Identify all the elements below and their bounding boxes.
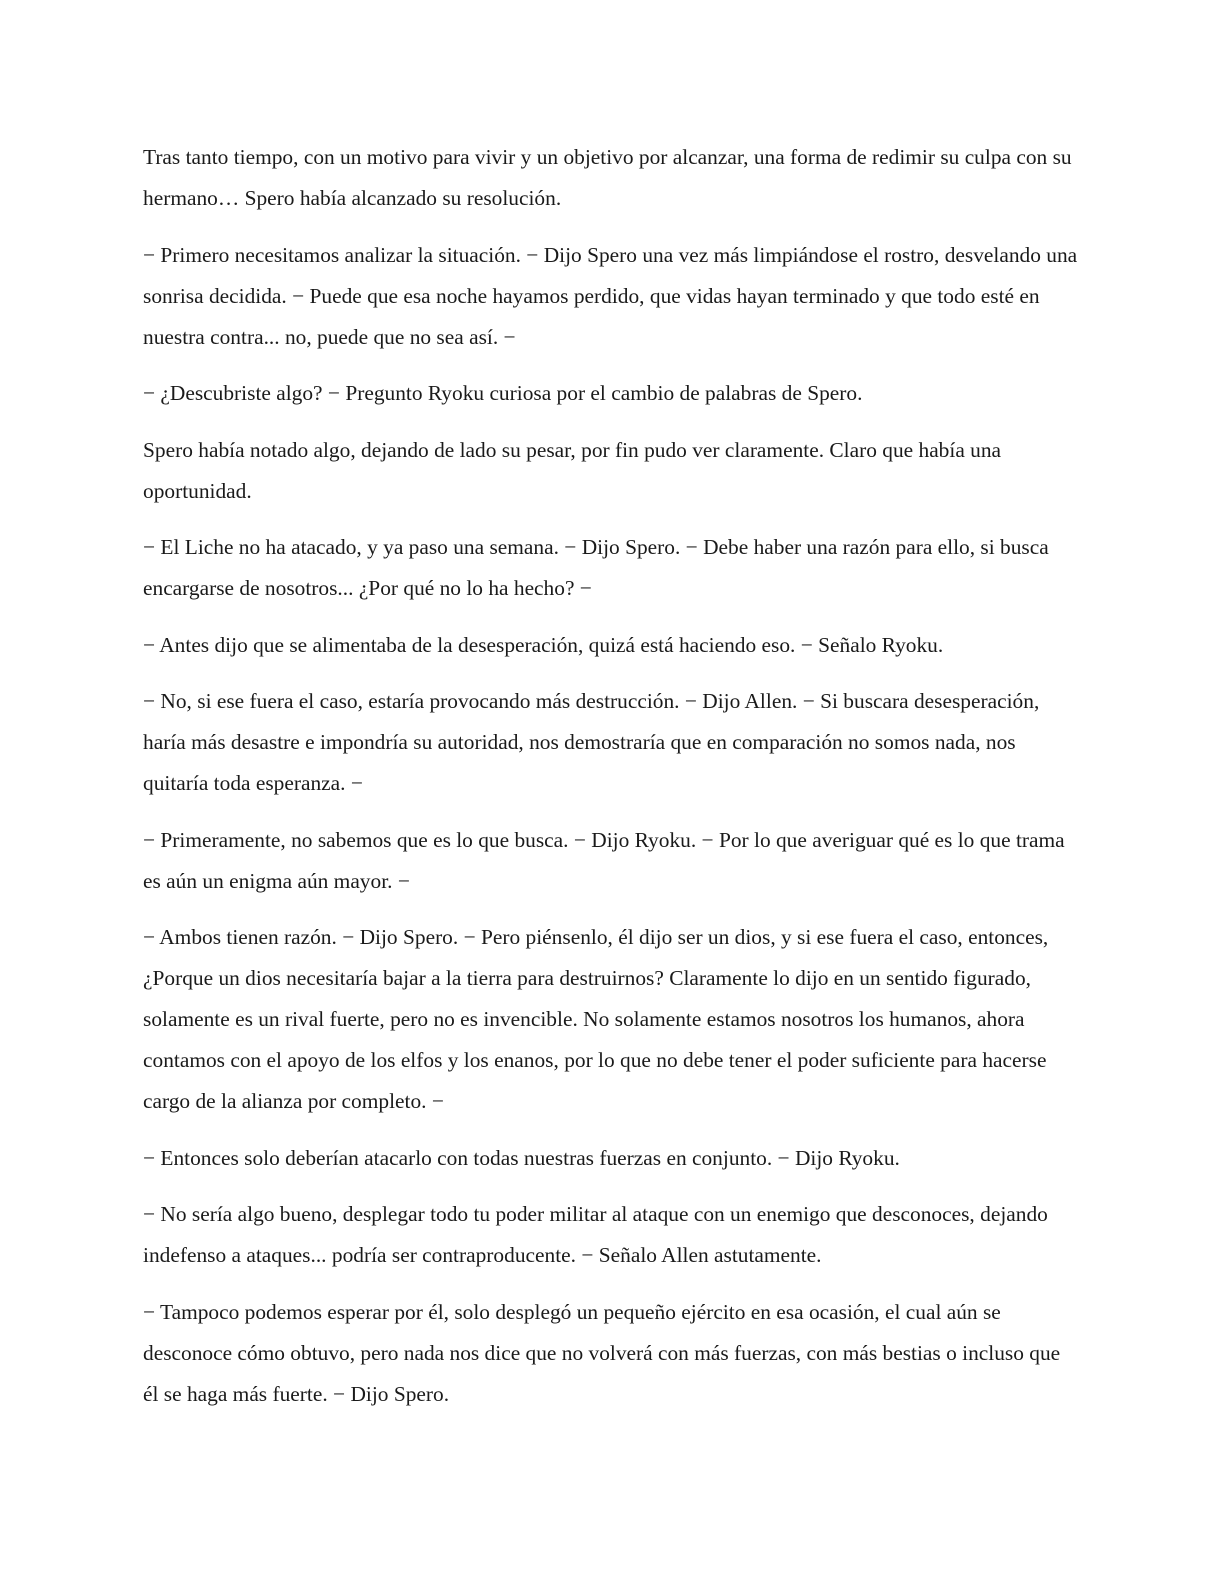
paragraph: − Antes dijo que se alimentaba de la desesperación, quizá está haciendo eso. − Señalo Ryoku. [143,632,944,657]
document-page [143,137,1078,1430]
paragraph: Spero había notado algo, dejando de lado su pesar, por fin pudo ver claramente. Claro que había una oportunidad. [143,437,1002,503]
paragraph: − No sería algo bueno, desplegar todo tu poder militar al ataque con un enemigo que desconoces, dejando indefenso a ataques... podría ser contraproducente. − Señalo Allen astutamente. [143,1202,1048,1267]
paragraph: − Ambos tienen razón. − Dijo Spero. − Pero piénsenlo, él dijo ser un dios, y si ese fuera el caso, entonces, ¿Porque un dios necesitaría bajar a la tierra para destruirnos? Claramente lo dijo en un sentido figurado, solamente es un rival fuerte, pero no es invencible. No solamente estamos nosotros los humanos, ahora contamos con el apoyo de los elfos y los enanos, por lo que no debe tener el poder suficiente para hacerse cargo de la alianza por completo. − [143,925,1049,1113]
paragraph: − Tampoco podemos esperar por él, solo desplegó un pequeño ejército en esa ocasión, el cual aún se desconoce cómo obtuvo, pero nada nos dice que no volverá con más fuerzas, con más bestias o incluso que él se haga más fuerte. − Dijo Spero. [143,1299,1061,1406]
paragraph: − El Liche no ha atacado, y ya paso una semana. − Dijo Spero. − Debe haber una razón para ello, si busca encargarse de nosotros... ¿Por qué no lo ha hecho? − [143,535,1049,600]
paragraph: − ¿Descubriste algo? − Pregunto Ryoku curiosa por el cambio de palabras de Spero. [143,381,863,405]
paragraph: − No, si ese fuera el caso, estaría provocando más destrucción. − Dijo Allen. − Si buscara desesperación, haría más desastre e impondría su autoridad, nos demostraría que en comparación no somos nada, nos quitaría toda esperanza. − [143,689,1040,795]
paragraph: Tras tanto tiempo, con un motivo para vivir y un objetivo por alcanzar, una forma de redimir su culpa con su hermano… Spero había alcanzado su resolución. [143,145,1072,210]
paragraph: − Primero necesitamos analizar la situación. − Dijo Spero una vez más limpiándose el rostro, desvelando una sonrisa decidida. − Puede que esa noche hayamos perdido, que vidas hayan terminado y que todo esté en nuestra contra... no, puede que no sea así. − [143,242,1078,349]
paragraph: − Primeramente, no sabemos que es lo que busca. − Dijo Ryoku. − Por lo que averiguar qué es lo que trama es aún un enigma aún mayor. − [143,827,1065,893]
paragraph: − Entonces solo deberían atacarlo con todas nuestras fuerzas en conjunto. − Dijo Ryoku. [143,1145,900,1170]
